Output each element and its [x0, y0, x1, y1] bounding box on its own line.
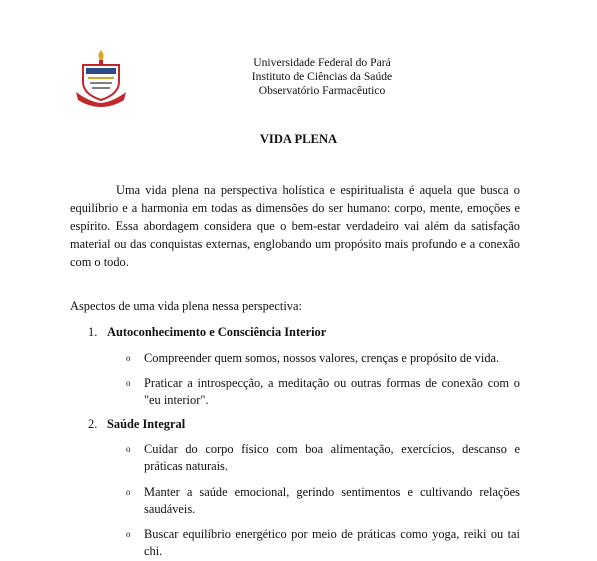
bullet-circle-icon: o [126, 378, 131, 388]
aspects-intro: Aspectos de uma vida plena nessa perspectiva: [70, 299, 302, 313]
university-logo [74, 48, 128, 108]
list-item-text: Praticar a introspecção, a meditação ou outras formas de conexão com o "eu interior". [144, 376, 520, 407]
list-item [126, 526, 520, 560]
header-university: Universidade Federal do Pará [253, 56, 391, 69]
header-observatory: Observatório Farmacêutico [258, 84, 386, 97]
bullet-circle-icon: o [126, 529, 131, 539]
section-heading-2 [88, 417, 528, 432]
header-institute: Instituto de Ciências da Saúde [251, 70, 393, 83]
section-number: 2. [88, 417, 98, 431]
section-title: Autoconhecimento e Consciência Interior [107, 325, 327, 339]
list-item-text: Compreender quem somos, nossos valores, crenças e propósito de vida. [144, 351, 500, 365]
list-item [126, 484, 520, 518]
intro-paragraph: Uma vida plena na perspectiva holística e espiritualista é aquela que busca o equilíbrio e a harmonia em todas as dimensões do ser humano: corpo, mente, emoções e espírito. Essa abordagem considera que o bem-estar verdadeiro vai além da satisfação material ou das conquistas externas, englobando um propósito mais profundo e a conexão com o todo. [70, 183, 520, 269]
bullet-circle-icon: o [126, 353, 131, 363]
section-number: 1. [88, 325, 98, 339]
section-title: Saúde Integral [107, 417, 186, 431]
institution-header [200, 56, 444, 98]
bullet-circle-icon: o [126, 444, 131, 454]
section-heading-1 [88, 325, 528, 340]
list-item [126, 441, 520, 475]
document-title: VIDA PLENA [259, 132, 338, 146]
bullet-circle-icon: o [126, 487, 131, 497]
list-item-text: Cuidar do corpo físico com boa alimentação, exercícios, descanso e práticas naturais. [144, 442, 520, 473]
list-item-text: Manter a saúde emocional, gerindo sentimentos e cultivando relações saudáveis. [144, 485, 520, 516]
list-item-text: Buscar equilíbrio energético por meio de práticas como yoga, reiki ou tai chi. [144, 527, 520, 558]
list-item [126, 375, 520, 409]
list-item [126, 350, 520, 367]
